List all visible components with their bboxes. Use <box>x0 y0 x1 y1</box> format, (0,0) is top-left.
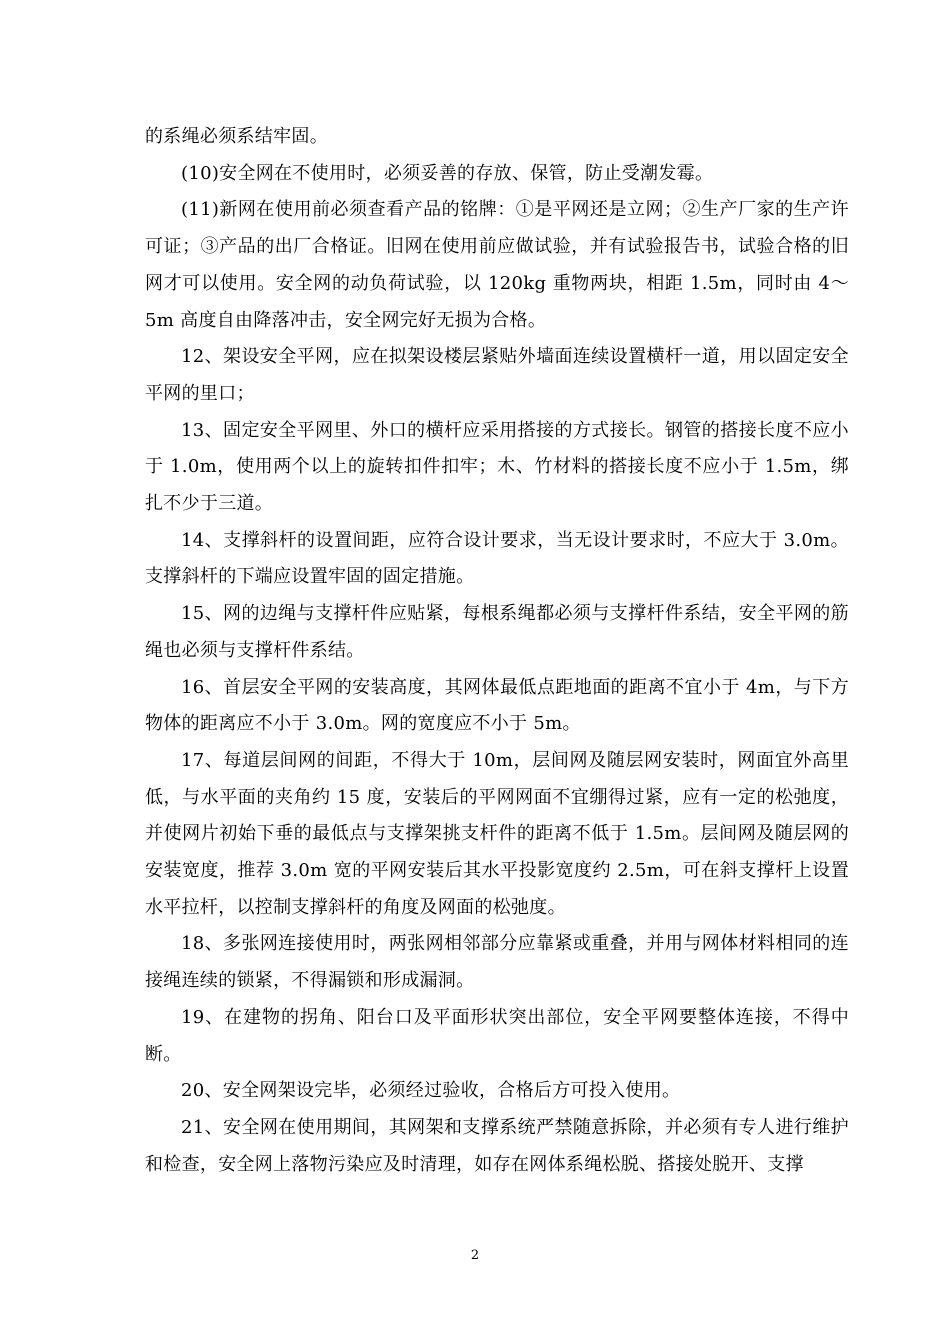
page-number: 2 <box>470 1248 480 1263</box>
paragraph: 19、在建物的拐角、阳台口及平面形状突出部位，安全平网要整体连接，不得中断。 <box>145 1006 849 1065</box>
paragraph: 15、网的边绳与支撑杆件应贴紧，每根系绳都必须与支撑杆件系结，安全平网的筋绳也必须与支撑杆件系结。 <box>145 603 849 661</box>
paragraph: 14、支撑斜杆的设置间距，应符合设计要求，当无设计要求时，不应大于 3.0m。支撑斜杆的下端应设置牢固的固定措施。 <box>145 529 849 588</box>
paragraph: 18、多张网连接使用时，两张网相邻部分应靠紧或重叠，并用与网体材料相同的连接绳连续的锁紧，不得漏锁和形成漏洞。 <box>145 933 849 992</box>
paragraph: (10)安全网在不使用时，必须妥善的存放、保管，防止受潮发霉。 <box>181 162 714 184</box>
paragraph: 16、首层安全平网的安装高度，其网体最低点距地面的距离不宜小于 4m，与下方物体的距离应不小于 3.0m。网的宽度应不小于 5m。 <box>145 676 849 735</box>
paragraph: 的系绳必须系结牢固。 <box>145 126 328 147</box>
document-body <box>145 119 849 1183</box>
paragraph: (11)新网在使用前必须查看产品的铭牌：①是平网还是立网；②生产厂家的生产许可证；③产品的出厂合格证。旧网在使用前应做试验，并有试验报告书，试验合格的旧网才可以使用。安全网的动负荷试验，以 120kg 重物两块，相距 1.5m，同时由 4～5m 高度自由降落冲击，安全网完好无损为合格。 <box>145 199 849 331</box>
paragraph: 17、每道层间网的间距，不得大于 10m，层间网及随层网安装时，网面宜外高里低，与水平面的夹角约 15 度，安装后的平网网面不宜绷得过紧，应有一定的松弛度，并使网片初始下垂的最低点与支撑架挑支杆件的距离不低于 1.5m。层间网及随层网的安装宽度，推荐 3.0m 宽的平网安装后其水平投影宽度约 2.5m，可在斜支撑杆上设置水平拉杆，以控制支撑斜杆的角度及网面的松弛度。 <box>145 749 849 918</box>
paragraph: 20、安全网架设完毕，必须经过验收，合格后方可投入使用。 <box>181 1080 681 1102</box>
paragraph: 13、固定安全平网里、外口的横杆应采用搭接的方式接长。钢管的搭接长度不应小于 1.0m，使用两个以上的旋转扣件扣牢；木、竹材料的搭接长度不应小于 1.5m，绑扎不少于三道。 <box>145 419 849 515</box>
paragraph: 21、安全网在使用期间，其网架和支撑系统严禁随意拆除，并必须有专人进行维护和检查，安全网上落物污染应及时清理，如存在网体系绳松脱、搭接处脱开、支撑 <box>145 1116 849 1175</box>
paragraph: 12、架设安全平网，应在拟架设楼层紧贴外墙面连续设置横杆一道，用以固定安全平网的里口； <box>145 346 849 404</box>
